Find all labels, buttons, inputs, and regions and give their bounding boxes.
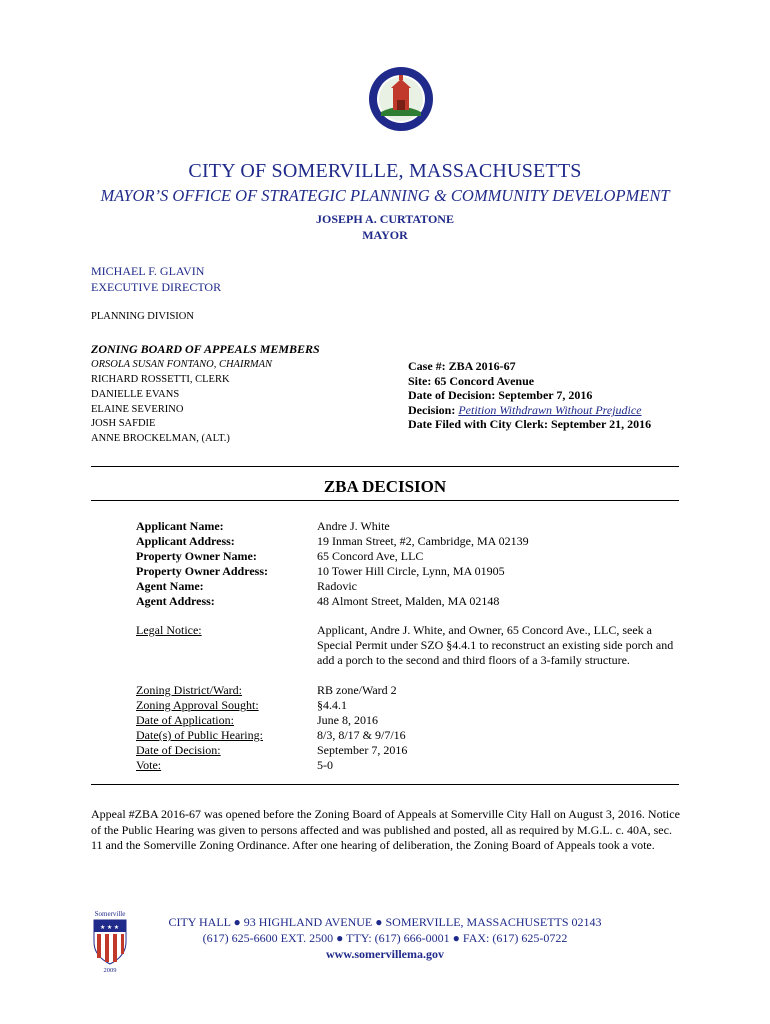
case-decision [408,403,642,418]
footer-website-link[interactable]: www.somervillema.gov [326,947,444,961]
body-paragraph: Appeal #ZBA 2016-67 was opened before the Zoning Board of Appeals at Somerville City Hall on August 3, 2016. Notice of the Public Hearing was given to persons affected and was published and posted, all as required by M.G.L. c. 40A, sec. 11 and the Somerville Zoning Ordinance. After one hearing of deliberation, the Zoning Board of Appeals took a vote. [91,807,680,852]
decision-date-value: September 7, 2016 [317,743,408,757]
members-heading: ZONING BOARD OF APPEALS MEMBERS [91,342,320,356]
logo-text-top: Somerville [94,910,126,918]
owner-name-value: 65 Concord Ave, LLC [317,549,424,563]
agent-name-value: Radovic [317,579,357,593]
logo-text-bottom: 2009 [103,967,117,974]
approval-label: Zoning Approval Sought: [136,698,259,712]
member-item: RICHARD ROSSETTI, CLERK [91,374,230,385]
svg-text:★ ★ ★: ★ ★ ★ [100,925,120,931]
case-decision-date: Date of Decision: September 7, 2016 [408,388,593,402]
hearing-dates-value: 8/3, 8/17 & 9/7/16 [317,728,406,742]
zoning-value: RB zone/Ward 2 [317,683,397,697]
divider [91,500,679,501]
case-date-filed: Date Filed with City Clerk: September 21, 2016 [408,417,652,431]
applicant-name-label: Applicant Name: [136,519,224,533]
divider [91,784,679,785]
legal-notice-text: Applicant, Andre J. White, and Owner, 65 Concord Ave., LLC, seek a Special Permit under SZO §4.4.1 to reconstruct an existing side porch and add a porch to the second and third floors of a 3-family structure. [317,623,674,667]
agent-address-label: Agent Address: [136,594,215,608]
office-title: MAYOR’S OFFICE OF STRATEGIC PLANNING & COMMUNITY DEVELOPMENT [100,186,670,205]
case-decision-label: Decision: [408,403,459,417]
member-item: DANIELLE EVANS [91,389,180,400]
decision-date-label: Date of Decision: [136,743,221,757]
case-number: Case #: ZBA 2016-67 [408,359,516,373]
city-seal-emblem [353,66,449,132]
vote-label: Vote: [136,758,162,772]
applicant-address-label: Applicant Address: [136,534,235,548]
agent-name-label: Agent Name: [136,579,204,593]
legal-notice-label: Legal Notice: [136,623,202,637]
zoning-label: Zoning District/Ward: [136,683,243,697]
member-item: ANNE BROCKELMAN, (ALT.) [91,433,230,444]
approval-value: §4.4.1 [317,698,347,712]
mayor-name: JOSEPH A. CURTATONE [316,212,454,226]
agent-address-value: 48 Almont Street, Malden, MA 02148 [317,594,500,608]
director-title: EXECUTIVE DIRECTOR [91,280,222,294]
member-item: ORSOLA SUSAN FONTANO, CHAIRMAN [91,359,273,370]
decision-title: ZBA DECISION [323,477,447,496]
owner-address-value: 10 Tower Hill Circle, Lynn, MA 01905 [317,564,505,578]
city-title: CITY OF SOMERVILLE, MASSACHUSETTS [188,160,582,182]
case-decision-value: Petition Withdrawn Without Prejudice [458,403,642,417]
application-date-value: June 8, 2016 [317,713,378,727]
member-item: JOSH SAFDIE [91,418,156,429]
mayor-title: MAYOR [362,228,408,242]
division-label: PLANNING DIVISION [91,311,194,322]
case-site: Site: 65 Concord Avenue [408,374,535,388]
footer-phones: (617) 625-6600 EXT. 2500 ● TTY: (617) 666-0001 ● FAX: (617) 625-0722 [202,931,568,945]
applicant-name-value: Andre J. White [317,519,390,533]
hearing-dates-label: Date(s) of Public Hearing: [136,728,263,742]
director-name: MICHAEL F. GLAVIN [91,264,205,278]
footer-address: CITY HALL ● 93 HIGHLAND AVENUE ● SOMERVILLE, MASSACHUSETTS 02143 [168,915,602,929]
member-item: ELAINE SEVERINO [91,404,184,415]
application-date-label: Date of Application: [136,713,234,727]
owner-name-label: Property Owner Name: [136,549,257,563]
owner-address-label: Property Owner Address: [136,564,268,578]
vote-value: 5-0 [317,758,333,772]
divider [91,466,679,467]
applicant-address-value: 19 Inman Street, #2, Cambridge, MA 02139 [317,534,529,548]
